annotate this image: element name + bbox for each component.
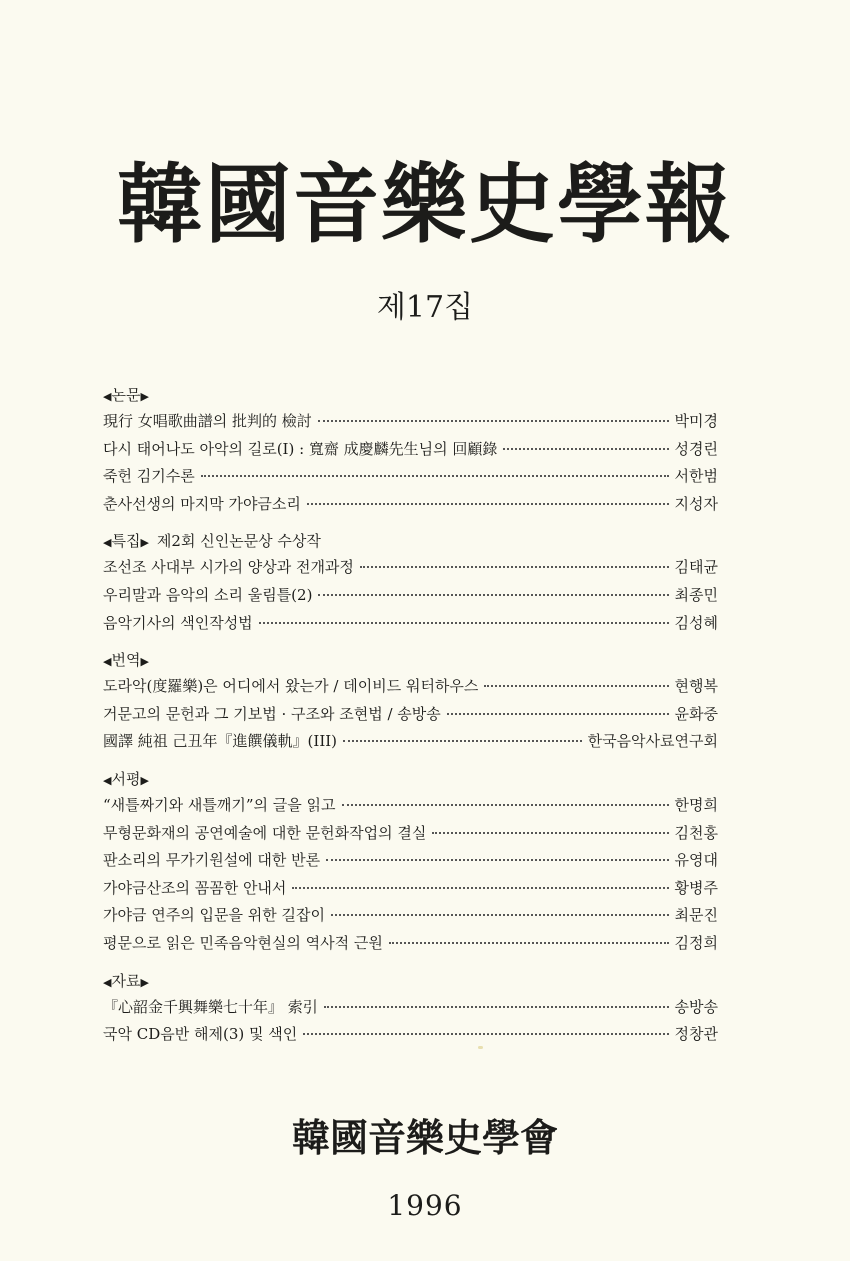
right-triangle-icon: ▶ (140, 655, 149, 669)
entry-author: 김태균 (674, 558, 718, 577)
entry-title: 거문고의 문헌과 그 기보법 · 구조와 조현법 / 송방송 (103, 704, 441, 723)
section-label: 자료 (111, 971, 141, 990)
section-label: 논문 (111, 386, 141, 404)
dot-leader (318, 594, 668, 596)
entry-author: 현행복 (674, 677, 718, 696)
right-triangle-icon: ▶ (140, 536, 149, 550)
entry-author: 서한범 (674, 467, 718, 486)
toc-entry (103, 408, 718, 436)
section-header (103, 528, 718, 554)
section-label: 서평 (111, 769, 141, 788)
entry-title: 現行 女唱歌曲譜의 批判的 檢討 (103, 412, 312, 430)
dot-leader (484, 685, 668, 687)
entry-title: 國譯 純祖 己丑年『進饌儀軌』(III) (103, 732, 338, 751)
section-header (103, 647, 718, 673)
section-header (103, 382, 718, 408)
section-header (103, 766, 718, 792)
toc-entry (103, 728, 718, 756)
dot-leader (318, 420, 669, 422)
dot-leader (360, 566, 669, 568)
dot-leader (389, 942, 669, 944)
entry-author: 윤화중 (674, 704, 718, 723)
toc-entry (103, 491, 718, 519)
section-gap (103, 756, 718, 766)
toc-entry (103, 847, 718, 875)
toc-entry (103, 930, 718, 958)
entry-author: 송방송 (674, 997, 718, 1016)
toc-entry (103, 554, 718, 582)
entry-author: 김성혜 (674, 613, 718, 632)
entry-title: 국악 CD음반 해제(3) 및 색인 (103, 1025, 298, 1044)
section-gap (103, 958, 718, 968)
dot-leader (342, 804, 669, 806)
right-triangle-icon: ▶ (140, 975, 149, 989)
toc-entry (103, 436, 718, 464)
entry-title: 조선조 사대부 시가의 양상과 전개과정 (103, 558, 354, 577)
section-subtitle: 제2회 신인논문상 수상작 (156, 532, 321, 551)
entry-title: 우리말과 음악의 소리 울림틀(2) (103, 585, 313, 604)
publisher-name: 韓國音樂史學會 (291, 1116, 558, 1160)
entry-title: 도라악(度羅樂)은 어디에서 왔는가 / 데이비드 워터하우스 (103, 677, 479, 696)
left-triangle-icon: ◀ (103, 975, 112, 989)
dot-leader (326, 859, 668, 861)
entry-author: 최종민 (674, 585, 718, 604)
section-label: 번역 (111, 651, 141, 670)
entry-author: 한명희 (674, 795, 718, 814)
table-of-contents (103, 382, 718, 1049)
toc-entry (103, 902, 718, 930)
toc-entry (103, 673, 718, 701)
section-header (103, 968, 718, 994)
dot-leader (324, 1006, 669, 1008)
volume-number: 제17집 (376, 290, 474, 325)
section-gap (103, 637, 718, 647)
section-label: 특집 (111, 532, 141, 551)
dot-leader (331, 914, 669, 916)
toc-entry (103, 610, 718, 638)
entry-title: 무형문화재의 공연예술에 대한 문헌화작업의 결실 (103, 823, 427, 842)
dot-leader (307, 503, 669, 505)
entry-author: 김정희 (674, 933, 718, 952)
entry-title: “새틀짜기와 새틀깨기”의 글을 읽고 (103, 795, 336, 814)
entry-author: 성경린 (674, 439, 718, 458)
entry-title: 춘사선생의 마지막 가야금소리 (103, 494, 301, 513)
toc-entry (103, 820, 718, 848)
entry-title: 가야금산조의 꼼꼼한 안내서 (103, 878, 287, 897)
toc-entry (103, 875, 718, 903)
publication-year: 1996 (387, 1189, 463, 1222)
entry-author: 황병주 (674, 878, 718, 897)
entry-title: 죽헌 김기수론 (103, 467, 195, 486)
entry-author: 김천홍 (674, 823, 718, 842)
entry-title: 음악기사의 색인작성법 (103, 613, 253, 632)
entry-title: 평문으로 읽은 민족음악현실의 역사적 근원 (103, 933, 383, 952)
left-triangle-icon: ◀ (103, 655, 112, 669)
section-gap (103, 518, 718, 528)
dot-leader (201, 475, 669, 477)
paper-speck (478, 1046, 483, 1049)
entry-author: 지성자 (674, 494, 718, 513)
dot-leader (447, 713, 669, 715)
entry-title: 판소리의 무가기원설에 대한 반론 (103, 851, 321, 870)
toc-entry (103, 1021, 718, 1049)
entry-author: 최문진 (674, 906, 718, 925)
entry-title: 『心韶金千興舞樂七十年』 索引 (103, 997, 318, 1016)
right-triangle-icon: ▶ (140, 773, 149, 787)
entry-title: 가야금 연주의 입문을 위한 길잡이 (103, 906, 325, 925)
toc-entry (103, 582, 718, 610)
left-triangle-icon: ◀ (103, 773, 112, 787)
entry-author: 유영대 (674, 851, 718, 870)
dot-leader (303, 1033, 668, 1035)
left-triangle-icon: ◀ (103, 390, 112, 403)
dot-leader (343, 740, 582, 742)
toc-entry (103, 792, 718, 820)
entry-title: 다시 태어나도 아악의 길로(Ⅰ) : 寬齋 成慶麟先生님의 回顧錄 (103, 439, 498, 458)
journal-title: 韓國音樂史學報 (117, 154, 733, 255)
left-triangle-icon: ◀ (103, 536, 112, 550)
toc-entry (103, 994, 718, 1022)
right-triangle-icon: ▶ (140, 390, 149, 403)
entry-author: 박미경 (674, 412, 718, 430)
toc-entry (103, 463, 718, 491)
entry-author: 정창관 (674, 1025, 718, 1044)
entry-author: 한국음악사료연구회 (587, 732, 718, 751)
toc-entry (103, 701, 718, 729)
dot-leader (503, 448, 668, 450)
dot-leader (259, 622, 669, 624)
dot-leader (292, 887, 668, 889)
dot-leader (432, 832, 668, 834)
